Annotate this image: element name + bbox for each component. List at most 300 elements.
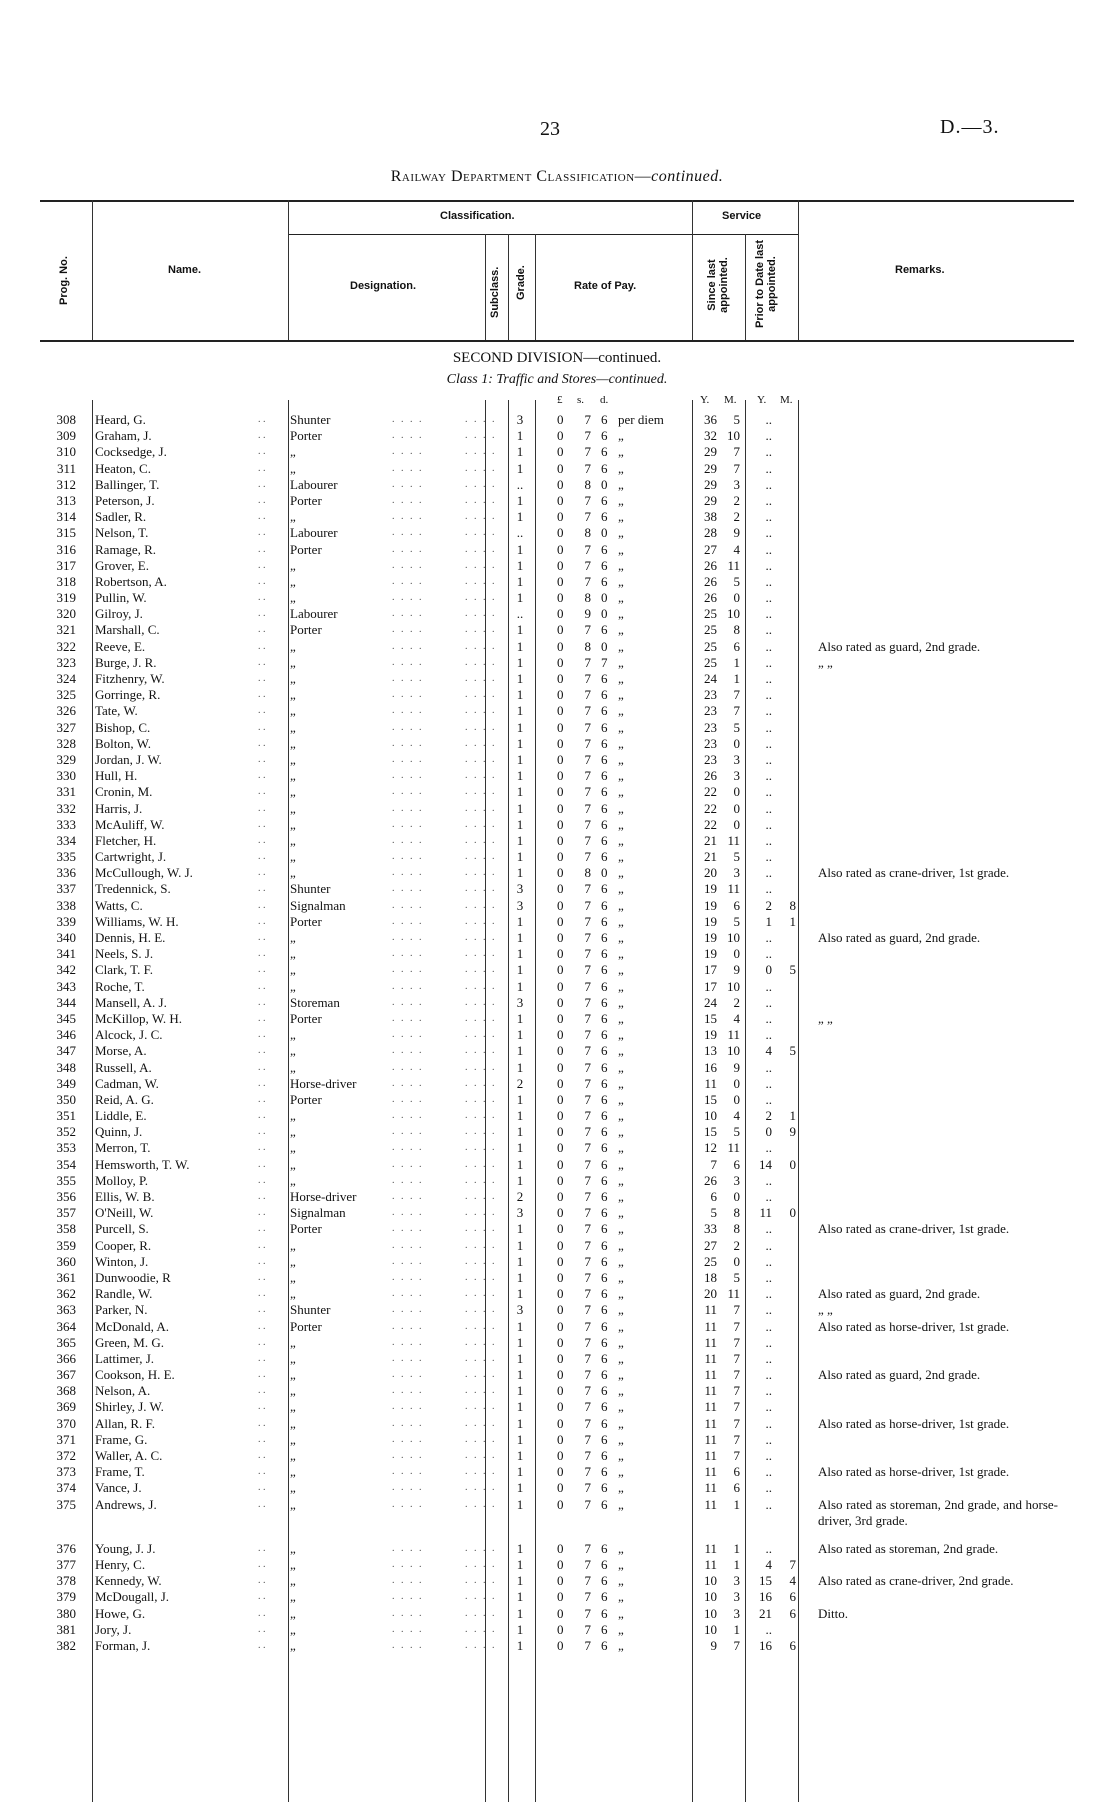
- employee-name: Shirley, J. W.: [95, 1399, 164, 1415]
- since-months: 5: [733, 1269, 740, 1285]
- prog-number: 323: [56, 654, 76, 670]
- table-row: [0, 1573, 1114, 1589]
- since-years: 11: [704, 1480, 717, 1496]
- pay-period: „: [618, 1221, 624, 1237]
- subclass: 1: [516, 1221, 524, 1237]
- prog-number: 340: [56, 930, 76, 945]
- employee-name: Purcell, S.: [95, 1221, 149, 1237]
- since-years: 20: [704, 1286, 717, 1302]
- table-row: [0, 1076, 1114, 1092]
- designation: „: [290, 444, 296, 460]
- leader-dots: . .: [258, 1639, 266, 1651]
- leader-dots: . . . .: [465, 1466, 497, 1478]
- prior-years: ..: [765, 1091, 772, 1107]
- prog-number: 312: [56, 476, 76, 492]
- subclass: 1: [516, 1415, 524, 1431]
- since-years: 11: [704, 1496, 717, 1512]
- pay-pounds: 0: [557, 735, 564, 751]
- pay-pounds: 0: [557, 1573, 564, 1589]
- leader-dots: . . . .: [465, 1575, 497, 1587]
- remarks: Also rated as storeman, 2nd grade, and horse-driver, 3rd grade.: [818, 1496, 1058, 1528]
- pay-pounds: 0: [557, 1318, 564, 1334]
- header-vline: [745, 234, 746, 340]
- pay-shillings: 7: [584, 1027, 591, 1043]
- pay-period: „: [618, 1621, 624, 1637]
- designation: „: [290, 1431, 296, 1447]
- leader-dots: . .: [258, 543, 266, 555]
- designation: „: [290, 1286, 296, 1302]
- subclass: 1: [516, 1480, 524, 1496]
- designation: Porter: [290, 1091, 322, 1107]
- pay-period: „: [618, 1573, 624, 1589]
- leader-dots: . . . .: [465, 932, 497, 943]
- subclass: 1: [516, 849, 524, 865]
- pay-period: „: [618, 671, 624, 686]
- since-months: 10: [727, 930, 740, 945]
- pay-period: „: [618, 1334, 624, 1350]
- pay-pence: 6: [601, 1253, 608, 1269]
- pay-shillings: 7: [584, 1205, 591, 1221]
- table-row: [0, 736, 1114, 752]
- since-years: 26: [704, 590, 717, 606]
- pay-pounds: 0: [557, 460, 564, 476]
- leader-dots: . .: [258, 1061, 266, 1073]
- table-row: [0, 865, 1114, 881]
- since-years: 23: [704, 751, 717, 767]
- since-years: 23: [704, 735, 717, 751]
- leader-dots: . .: [258, 1498, 266, 1510]
- leader-dots: . . . .: [392, 851, 424, 863]
- prior-years: ..: [765, 622, 772, 638]
- since-months: 3: [733, 1172, 740, 1188]
- since-months: 10: [727, 606, 740, 622]
- table-row: [0, 768, 1114, 784]
- leader-dots: . . . .: [465, 1029, 497, 1041]
- subclass: 1: [516, 1383, 524, 1399]
- designation: „: [290, 460, 296, 476]
- employee-name: Sadler, R.: [95, 509, 147, 525]
- pay-pence: 6: [601, 962, 608, 978]
- pay-pounds: 0: [557, 962, 564, 978]
- since-months: 2: [733, 1237, 740, 1253]
- employee-name: Lattimer, J.: [95, 1350, 155, 1366]
- leader-dots: . . . .: [392, 1126, 424, 1138]
- header-grade: Grade.: [515, 265, 527, 300]
- pay-pounds: 0: [557, 1043, 564, 1059]
- leader-dots: . . . .: [465, 1158, 497, 1170]
- designation: „: [290, 1573, 296, 1589]
- table-row: [0, 1302, 1114, 1318]
- remarks: Also rated as guard, 2nd grade.: [818, 1367, 981, 1383]
- leader-dots: . . . .: [392, 1401, 424, 1413]
- pay-pence: 6: [601, 751, 608, 767]
- table-row: [0, 1464, 1114, 1480]
- table-row: [0, 946, 1114, 962]
- prior-years: ..: [765, 1464, 772, 1480]
- pay-period: „: [618, 1010, 624, 1026]
- leader-dots: . . . .: [465, 996, 497, 1008]
- designation: „: [290, 590, 296, 606]
- pay-shillings: 7: [584, 881, 591, 897]
- since-years: 26: [704, 557, 717, 573]
- pay-shillings: 7: [584, 1075, 591, 1091]
- page-title-italic: continued.: [651, 168, 724, 185]
- leader-dots: . . . .: [392, 511, 424, 523]
- since-months: 2: [733, 994, 740, 1010]
- since-months: 1: [733, 1496, 740, 1512]
- leader-dots: . . . .: [392, 883, 424, 895]
- since-years: 11: [704, 1318, 717, 1334]
- since-years: 10: [704, 1108, 717, 1124]
- table-row: [0, 428, 1114, 444]
- prog-number: 320: [56, 606, 76, 622]
- pay-period: „: [618, 930, 624, 945]
- leader-dots: . . . .: [392, 1558, 424, 1570]
- since-months: 6: [733, 1156, 740, 1172]
- pay-period: „: [618, 1448, 624, 1463]
- leader-dots: . .: [258, 511, 266, 523]
- header-designation: Designation.: [350, 280, 417, 292]
- since-months: 7: [733, 1415, 740, 1431]
- pay-pounds: 0: [557, 1415, 564, 1431]
- prior-years: ..: [765, 1010, 772, 1026]
- table-row: [0, 1238, 1114, 1254]
- pay-period: „: [618, 1350, 624, 1366]
- pay-pence: 6: [601, 946, 608, 962]
- pay-shillings: 8: [584, 590, 591, 606]
- prior-years: ..: [765, 703, 772, 719]
- leader-dots: . . . .: [465, 1012, 497, 1024]
- pay-pence: 6: [601, 994, 608, 1010]
- prior-years: ..: [765, 1221, 772, 1237]
- pay-period: „: [618, 1556, 624, 1572]
- prog-number: 329: [56, 751, 76, 767]
- subclass: 1: [516, 703, 524, 719]
- leader-dots: . .: [258, 948, 266, 960]
- subclass: 1: [516, 1124, 524, 1140]
- subclass: 1: [516, 768, 524, 784]
- prior-years: ..: [765, 509, 772, 525]
- since-months: 0: [733, 946, 740, 962]
- designation: „: [290, 1124, 296, 1140]
- since-years: 20: [704, 865, 717, 881]
- employee-name: Andrews, J.: [95, 1496, 157, 1512]
- prog-number: 335: [56, 849, 76, 865]
- designation: „: [290, 832, 296, 848]
- pay-pence: 7: [601, 654, 608, 670]
- leader-dots: . . . .: [392, 948, 424, 960]
- since-years: 11: [704, 1556, 717, 1572]
- since-months: 5: [733, 913, 740, 929]
- table-row: [0, 1557, 1114, 1573]
- leader-dots: . . . .: [392, 1207, 424, 1219]
- since-years: 25: [704, 606, 717, 622]
- since-months: 4: [733, 1010, 740, 1026]
- since-months: 9: [733, 525, 740, 541]
- pay-pounds: 0: [557, 1448, 564, 1463]
- pay-shillings: 7: [584, 800, 591, 816]
- pay-shillings: 7: [584, 994, 591, 1010]
- pay-period: „: [618, 428, 624, 444]
- remarks: Also rated as guard, 2nd grade.: [818, 930, 981, 945]
- pay-shillings: 7: [584, 654, 591, 670]
- table-row: [0, 1205, 1114, 1221]
- subclass: ..: [516, 476, 524, 492]
- prior-years: ..: [765, 1334, 772, 1350]
- since-months: 2: [733, 509, 740, 525]
- prog-number: 309: [56, 428, 76, 444]
- pay-period: „: [618, 1237, 624, 1253]
- pay-pounds: 0: [557, 606, 564, 622]
- since-years: 16: [704, 1059, 717, 1075]
- leader-dots: . . . .: [465, 1352, 497, 1364]
- table-row: [0, 1399, 1114, 1415]
- pay-pence: 6: [601, 1496, 608, 1512]
- pay-shillings: 7: [584, 412, 591, 427]
- employee-name: Clark, T. F.: [95, 962, 154, 978]
- leader-dots: . . . .: [392, 1498, 424, 1510]
- table-row: [0, 606, 1114, 622]
- leader-dots: . . . .: [392, 608, 424, 620]
- designation: „: [290, 557, 296, 573]
- since-years: 11: [704, 1075, 717, 1091]
- since-years: 7: [710, 1156, 717, 1172]
- pay-period: „: [618, 1286, 624, 1302]
- pay-period: „: [618, 1383, 624, 1399]
- pay-pence: 6: [601, 881, 608, 897]
- leader-dots: . . . .: [392, 1061, 424, 1073]
- pay-shillings: 7: [584, 816, 591, 832]
- table-row: [0, 687, 1114, 703]
- employee-name: Tredennick, S.: [95, 881, 171, 897]
- prog-number: 308: [56, 412, 76, 427]
- subclass: 1: [516, 573, 524, 589]
- leader-dots: . .: [258, 770, 266, 782]
- employee-name: Merron, T.: [95, 1140, 151, 1156]
- leader-dots: . .: [258, 462, 266, 474]
- header-remarks: Remarks.: [895, 264, 945, 276]
- leader-dots: . . . .: [392, 527, 424, 539]
- pay-period: „: [618, 1059, 624, 1075]
- prior-years: ..: [765, 1399, 772, 1415]
- since-months: 1: [733, 671, 740, 686]
- prog-number: 346: [56, 1027, 76, 1043]
- subclass: 1: [516, 1253, 524, 1269]
- since-years: 11: [704, 1367, 717, 1383]
- since-months: 7: [733, 1302, 740, 1318]
- prior-years: 16: [759, 1589, 772, 1605]
- leader-dots: . . . .: [392, 1304, 424, 1316]
- subclass: 1: [516, 1269, 524, 1285]
- prior-years: 0: [765, 1124, 772, 1140]
- since-years: 19: [704, 930, 717, 945]
- subclass: 3: [516, 881, 524, 897]
- leader-dots: . . . .: [392, 575, 424, 587]
- pay-pence: 0: [601, 606, 608, 622]
- since-months: 1: [733, 1540, 740, 1556]
- subclass: 1: [516, 460, 524, 476]
- pay-shillings: 7: [584, 1124, 591, 1140]
- prior-months: 9: [789, 1124, 796, 1140]
- prior-months: 6: [789, 1605, 796, 1621]
- prior-years: ..: [765, 946, 772, 962]
- designation: „: [290, 1172, 296, 1188]
- pay-pounds: 0: [557, 1431, 564, 1447]
- pay-pounds: 0: [557, 687, 564, 703]
- since-years: 36: [704, 412, 717, 427]
- since-years: 15: [704, 1124, 717, 1140]
- since-years: 11: [704, 1448, 717, 1463]
- leader-dots: . . . .: [465, 899, 497, 911]
- leader-dots: . . . .: [465, 430, 497, 442]
- pay-pounds: 0: [557, 1269, 564, 1285]
- since-years: 19: [704, 881, 717, 897]
- since-months: 5: [733, 573, 740, 589]
- leader-dots: . .: [258, 575, 266, 587]
- classification-subrule: [288, 234, 798, 235]
- leader-dots: . .: [258, 494, 266, 506]
- pay-pence: 6: [601, 1010, 608, 1026]
- prog-number: 357: [56, 1205, 76, 1221]
- header-rate-of-pay: Rate of Pay.: [574, 280, 637, 292]
- since-months: 1: [733, 1556, 740, 1572]
- designation: „: [290, 1059, 296, 1075]
- since-years: 15: [704, 1010, 717, 1026]
- pay-period: „: [618, 1464, 624, 1480]
- prior-years: ..: [765, 460, 772, 476]
- pay-pence: 6: [601, 913, 608, 929]
- prior-years: 4: [765, 1043, 772, 1059]
- table-row: [0, 881, 1114, 897]
- leader-dots: . .: [258, 1045, 266, 1057]
- leader-dots: . .: [258, 737, 266, 749]
- leader-dots: . .: [258, 753, 266, 765]
- employee-name: Cocksedge, J.: [95, 444, 167, 460]
- leader-dots: . . . .: [392, 721, 424, 733]
- pay-shillings: 7: [584, 1253, 591, 1269]
- prog-number: 355: [56, 1172, 76, 1188]
- since-months: 0: [733, 1075, 740, 1091]
- table-row: [0, 1221, 1114, 1237]
- since-months: 5: [733, 849, 740, 865]
- designation: „: [290, 1448, 296, 1463]
- pay-pence: 6: [601, 768, 608, 784]
- subclass: 1: [516, 930, 524, 945]
- pay-period: „: [618, 768, 624, 784]
- pay-pence: 6: [601, 1027, 608, 1043]
- division-title: SECOND DIVISION—continued.: [452, 350, 662, 366]
- pay-period: „: [618, 1027, 624, 1043]
- pay-period: „: [618, 573, 624, 589]
- unit-years: Y.: [700, 394, 710, 406]
- subclass: 1: [516, 671, 524, 686]
- pay-pounds: 0: [557, 1124, 564, 1140]
- prog-number: 310: [56, 444, 76, 460]
- prog-number: 326: [56, 703, 76, 719]
- pay-shillings: 7: [584, 1415, 591, 1431]
- subclass: 1: [516, 492, 524, 508]
- employee-name: Heaton, C.: [95, 460, 151, 476]
- since-months: 7: [733, 1367, 740, 1383]
- leader-dots: . . . .: [465, 1433, 497, 1445]
- leader-dots: . .: [258, 1271, 266, 1283]
- pay-pounds: 0: [557, 557, 564, 573]
- prior-years: ..: [765, 719, 772, 735]
- prior-years: ..: [765, 606, 772, 622]
- subclass: 1: [516, 1318, 524, 1334]
- leader-dots: . . . .: [465, 462, 497, 474]
- prog-number: 377: [56, 1556, 76, 1572]
- prog-number: 347: [56, 1043, 76, 1059]
- table-row: [0, 1254, 1114, 1270]
- pay-pounds: 0: [557, 1156, 564, 1172]
- pay-pence: 6: [601, 1237, 608, 1253]
- pay-pounds: 0: [557, 1383, 564, 1399]
- prog-number: 373: [56, 1464, 76, 1480]
- prior-years: 2: [765, 1108, 772, 1124]
- since-months: 8: [733, 1205, 740, 1221]
- subclass: 2: [516, 1189, 524, 1204]
- subclass: ..: [516, 525, 524, 541]
- pay-period: „: [618, 1124, 624, 1140]
- leader-dots: . .: [258, 1126, 266, 1138]
- leader-dots: . . . .: [465, 1191, 497, 1202]
- pay-pence: 6: [601, 541, 608, 557]
- prior-years: 1: [765, 913, 772, 929]
- pay-pounds: 0: [557, 1480, 564, 1496]
- designation: „: [290, 509, 296, 525]
- pay-pounds: 0: [557, 784, 564, 800]
- employee-name: Graham, J.: [95, 428, 152, 444]
- leader-dots: . . . .: [392, 1174, 424, 1186]
- subclass: 3: [516, 897, 524, 913]
- since-years: 10: [704, 1573, 717, 1589]
- prog-number: 379: [56, 1589, 76, 1605]
- pay-pence: 0: [601, 525, 608, 541]
- pay-pence: 6: [601, 719, 608, 735]
- since-years: 26: [704, 768, 717, 784]
- table-row: [0, 995, 1114, 1011]
- pay-period: „: [618, 703, 624, 719]
- employee-name: Vance, J.: [95, 1480, 142, 1496]
- subclass: 1: [516, 1637, 524, 1653]
- leader-dots: . . . .: [465, 1558, 497, 1570]
- prior-years: ..: [765, 1318, 772, 1334]
- pay-shillings: 7: [584, 622, 591, 638]
- pay-pounds: 0: [557, 1589, 564, 1605]
- subclass: 1: [516, 913, 524, 929]
- prog-number: 319: [56, 590, 76, 606]
- pay-shillings: 7: [584, 1156, 591, 1172]
- since-months: 5: [733, 719, 740, 735]
- since-years: 24: [704, 994, 717, 1010]
- pay-period: „: [618, 525, 624, 541]
- prior-years: ..: [765, 557, 772, 573]
- pay-pence: 0: [601, 638, 608, 654]
- header-vline: [692, 200, 693, 340]
- employee-name: Roche, T.: [95, 978, 145, 994]
- employee-name: Henry, C.: [95, 1556, 146, 1572]
- leader-dots: . . . .: [392, 1012, 424, 1024]
- designation: Porter: [290, 1318, 322, 1334]
- since-years: 12: [704, 1140, 717, 1156]
- prior-years: ..: [765, 525, 772, 541]
- prior-years: ..: [765, 1269, 772, 1285]
- pay-pounds: 0: [557, 703, 564, 719]
- employee-name: Hull, H.: [95, 768, 138, 784]
- since-months: 6: [733, 638, 740, 654]
- since-months: 7: [733, 703, 740, 719]
